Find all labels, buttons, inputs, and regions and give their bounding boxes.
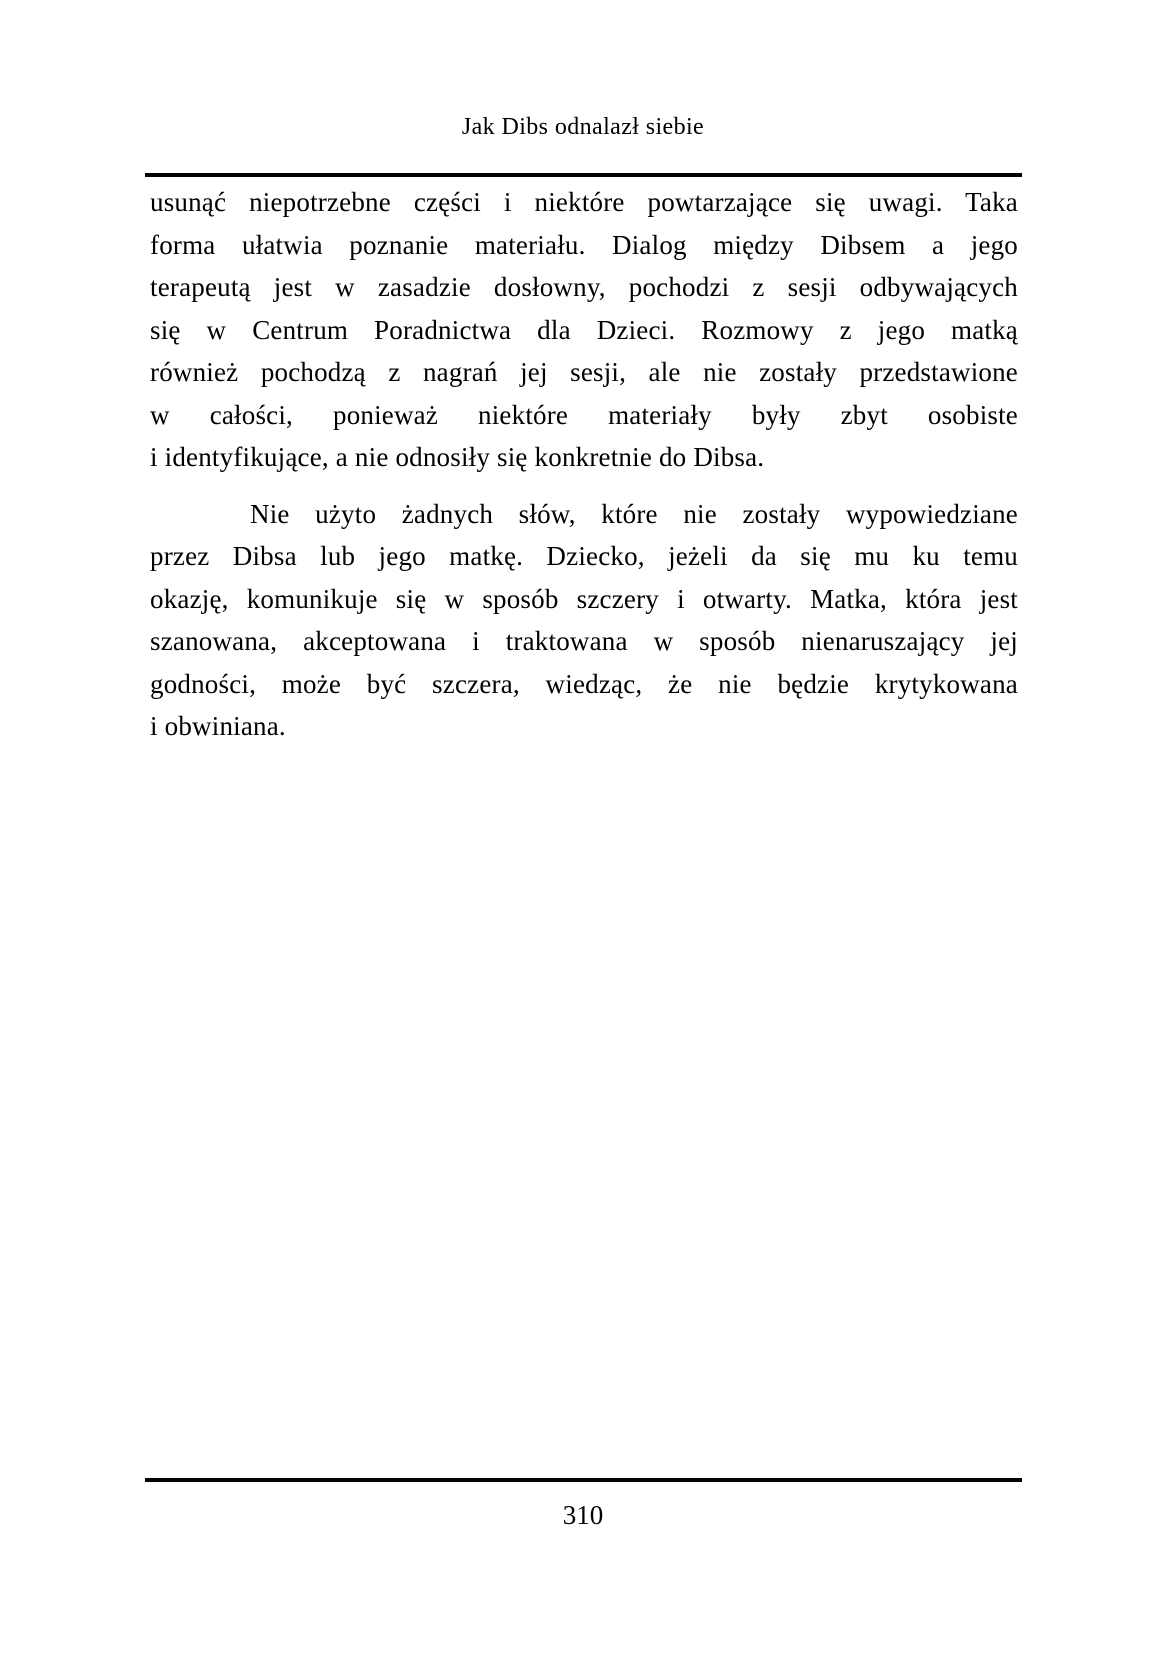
paragraph bbox=[150, 181, 1018, 479]
text-line: terapeutą jest w zasadzie dosłowny, pochodzi z sesji odbywających bbox=[150, 272, 1018, 302]
text-line: forma ułatwia poznanie materiału. Dialog między Dibsem a jego bbox=[150, 229, 1018, 260]
body-text bbox=[150, 181, 1018, 748]
text-line: Nie użyto żadnych słów, które nie zostały wypowiedziane bbox=[250, 498, 1018, 529]
text-line: i identyfikujące, a nie odnosiły się konkretnie do Dibsa. bbox=[150, 442, 765, 472]
text-line: również pochodzą z nagrań jej sesji, ale nie zostały przedstawione bbox=[150, 357, 1018, 387]
paragraph bbox=[150, 493, 1018, 748]
running-header: Jak Dibs odnalazł siebie bbox=[461, 114, 705, 140]
text-line: usunąć niepotrzebne części i niektóre powtarzające się uwagi. Taka bbox=[150, 187, 1018, 217]
text-line: w całości, ponieważ niektóre materiały były zbyt osobiste bbox=[150, 399, 1018, 430]
footer-divider-rule bbox=[145, 1478, 1022, 1482]
text-line: szanowana, akceptowana i traktowana w sposób nienaruszający jej bbox=[150, 626, 1018, 656]
text-line: przez Dibsa lub jego matkę. Dziecko, jeżeli da się mu ku temu bbox=[150, 541, 1018, 571]
page-number: 310 bbox=[562, 1500, 604, 1530]
text-line: i obwiniana. bbox=[150, 711, 286, 741]
text-line: godności, może być szczera, wiedząc, że nie będzie krytykowana bbox=[150, 668, 1018, 699]
text-line: się w Centrum Poradnictwa dla Dzieci. Rozmowy z jego matką bbox=[150, 314, 1018, 345]
header-divider-rule bbox=[145, 173, 1022, 177]
text-line: okazję, komunikuje się w sposób szczery i otwarty. Matka, która jest bbox=[150, 583, 1018, 614]
